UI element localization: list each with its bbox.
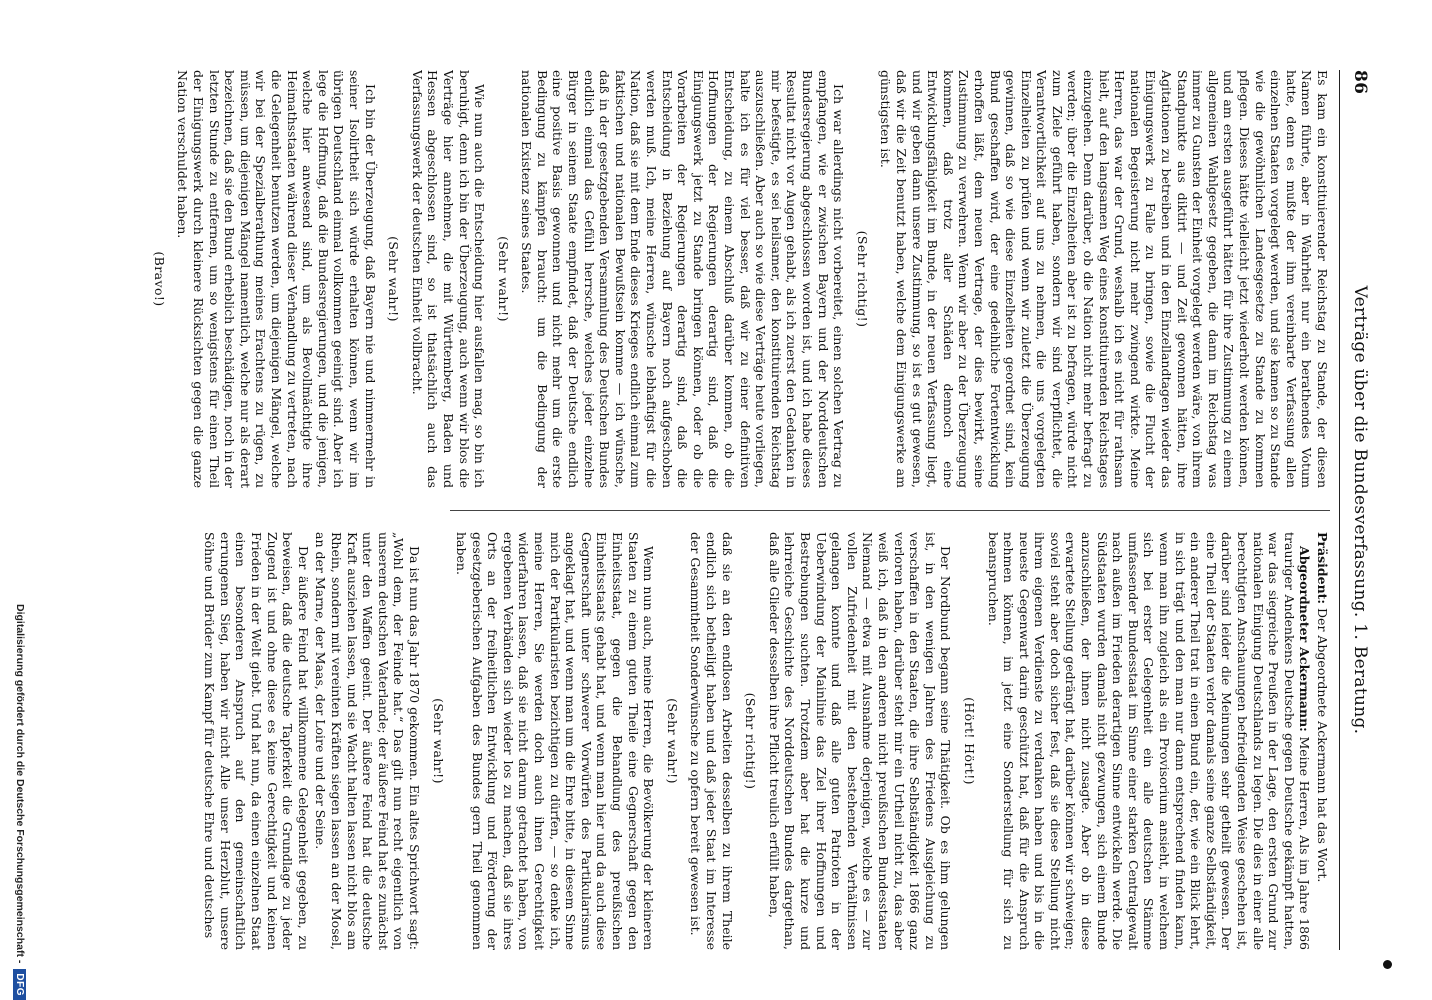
interjection [854,70,870,488]
paragraph-text: Meine Herren, Als im Jahre 1866 trauriger Andenkens Deutsche gegen Deutsche gekämpft hatten, war das siegreiche Preußen in der Lage, den ersten Grund zur nationalen Einigung Deutschlands zu legen. Die dies in einer alle berechtigten Anschauungen befriedigenden Weise geschehen ist, darüber sind leider die Meinungen sehr getheilt gewesen. Der eine Theil der Staaten verlor damals seine ganze Selbständigkeit, ein anderer Theil trat in einen Bund ein, der, wie ein Blick lehrt, in sich trägt und den man nur dann entsprechend finden kann, wenn man ihn zugleich als ein Provisorium ansieht, in welchem sich bei erster Gelegenheit ein alle deutschen Stämme umfassender Bundesstaat im Sinne einer starken Centralgewalt nach außen im Frieden derartigen Sinne entwickeln werde. Die Südstaaten wurden damals nicht gezwungen, sich einem Bunde anzuschließen, der ihnen nicht zusagte. Aber ob in diese erwartete Stellung gedrängt hat, darüber können wir schweigen; soviel steht aber doch sicher fest, daß sie diese Stellung nicht ihrem eigenen Verdienste zu verdanken haben und bis in die neueste Gegenwart darin geschützt hat, daß für die Anspruch nehmen können, im jetzt eine Sonderstellung für sich zu beanspruchen. [985,532,1313,950]
paragraph [688,532,735,950]
paragraph-text: Wie nun auch die Entscheidung hier ausfallen mag, so bin ich beruhigt, denn ich bin der Überzeugung, auch wenn wir blos die Verträge hier annehmen, die mit Württemberg, Baden und Hessen abgeschlossen sind, so ist thatsächlich auch das Verfassungswerk der deutschen Einheit vollbracht. [409,70,488,488]
interjection-text: (Sehr wahr!) [386,236,402,322]
paragraph-text: Der Abgeordnete Ackermann hat das Wort. [1315,608,1330,883]
paragraph [175,70,378,488]
interjection [151,70,167,488]
speaker-name: Präsident: [1315,532,1330,605]
running-title: Verträge über die Bundesverfassung. 1. Beratung. [1350,285,1370,735]
interjection-text: (Bravo!) [151,251,167,307]
running-header [1344,70,1370,950]
paragraph-text: Wenn nun auch, meine Herren, die Bevölkerung der kleineren Staaten zu einem guten Theile eine Gegnerschaft gegen den Einheitsstaat, gegen die Behandlung des preußischen Einheitsstaats gehabt hat, und wenn man hier und da auch diese Gegnerschaft unter schwerer Vorwürfen des Partikularismus angeklagt hat, und wenn man um die Ehre bitte, in diesem Sinne mich der Partikularisten bezichtigen zu dürfen, — so denke ich, meine Herren, Sie werden doch auch ihnen Gerechtigkeit widerfahren lassen, daß sie nicht darum getrachtet haben, von ergebenen Verbänden sich wieder los zu machen, daß sie ihres Orts an der freiheitlichen Entwicklung und Förderung der gesetzgeberischen Aufgaben des Bundes gern Theil genommen haben. [454,532,657,950]
paragraph [1314,532,1330,950]
interjection-text: (Sehr wahr!) [430,698,446,784]
interjection-text: (Sehr richtig!) [743,692,759,790]
paragraph-text: Der äußere Feind hat willkommene Gelegenheit gegeben, zu beweisen, daß die deutsche Tapferkeit die Grundlage zu jeder Zugend ist und ohne diese es keine Gerechtigkeit und keinen Frieden in der Welt giebt. Und hat nun, da einen einzelnen Staat einen besonderen Anspruch auf den gemeinschaftlich errungenen Sieg, haben wir nicht Alle unser Herzblut, unsere Söhne und Brüder zum Kampf für deutsche Ehre und deutsches [202,532,311,950]
header-rule [1339,70,1340,950]
paragraph-text: Der Nordbund begann seine Thätigkeit. Ob es ihm gelungen ist, in den wenigen Jahren des Friedens Ausgleichung zu verschaffen in den Staaten, die ihre Selbständigkeit 1866 ganz verloren haben, darüber steht mir ein Urtheil nicht zu, das aber weiß ich, daß in den anderen nicht preußischen Bundesstaaten Niemand — etwa mit Ausnahme derjenigen, welche es — zur vollen Zufriedenheit mit den bestehenden Verhältnissen gelangen konnte und daß alle guten Patrioten in der Ueberwindung der Mainlinie das Ziel ihrer Hoffnungen und Bestrebungen suchten. Trotzdem aber hat die kurze und lehrreiche Geschichte des Norddeutschen Bundes dargethan, daß alle Glieder desselben ihre Pflicht treulich erfüllt haben, [766,532,954,950]
interjection-text: (Sehr wahr!) [664,698,680,784]
paragraph [313,532,422,950]
paragraph-text: Es kam ein konstituierender Reichstag zu Stande, der diesen Namen führte, aber in Wahrheit nur ein berathendes Votum hatte, denn es mußte der ihm vereinbarte Verfassung allen einzelnen Staaten vorgelegt werden, und sie kamen so zu Stande wie die gewöhnlichen Landesgesetze zu Stande zu kommen pflegen. Dieses hätte vielleicht jetzt wiederholt werden können, und am ersten ausgeführt hätten für ihre Zustimmung zu einem allgemeinen Wahlgesetz gegeben, die dann im Reichstag was immer zu Gunsten der Einheit vorgelegt werden wäre, von ihrem Standpunkte aus diktirt — und Zeit gewonnen hätten, ihre Agitationen zu betreiben und in den Einzellandtagen wieder das Einigungswerk zu Falle zu bringen, sowie die Flucht der nationalen Begeisterung nicht mehr zwingend wirkte. Meine Herren, das war der Grund, weshalb ich es nicht für rathsam hielt, auf den langsamen Weg eines konstituirenden Reichstages einzugehen. Denn darüber, ob die Nation nicht mehr befragt zu werden; über die Einzelheiten aber ist zu befragen, würde nicht zum Ziele geführt haben, sondern wir sind verpflichtet, die Verantwortlichkeit auf uns zu nehmen, die uns vorgelegten Einzelheiten zu prüfen und wenn wir zuletzt die Überzeugung gewinnen, daß so wie diese Einzelheiten geordnet sind, kein Bund geschaffen wird, der eine gedeihliche Fortentwicklung erhoffen läßt, dem neuen Vertrage, der dies bewirkt, seine Zustimmung zu verwehren. Wenn wir aber zu der Überzeugung kommen, daß trotz aller Schäden dennoch eine Entwicklungsfähigkeit im Bunde, in der neuen Verfassung liegt, und wir geben dann unsere Zustimmung, so ist es gut gewesen, daß wir die Zeit benutzt haben, welche dem Einigungswerke am günstigsten ist. [878,70,1330,488]
paragraph [985,532,1312,950]
column-divider [450,510,1330,511]
dfg-logo: DFG [14,969,27,1000]
interjection [743,532,759,950]
paragraph-text: daß sie an den endlosen Arbeiten desselben zu ihrem Theile endlich sich betheiligt haben und daß jeder Staat im Interesse der Gesammtheit Sonderwünsche zu opfern bereit gewesen ist. [688,532,735,950]
paragraph [766,532,953,950]
speaker-name: Abgeordneter Ackermann: [1297,546,1313,732]
interjection-text: (Hört! Hört!) [961,697,977,785]
paragraph [878,70,1330,488]
paragraph [202,532,311,950]
paragraph-text: Ich war allerdings nicht vorbereitet, einen solchen Vertrag zu empfangen, wie er zwischen Bayern und der Norddeutschen Bundesregierung abgeschlossen worden ist, und ich habe dieses Resultat nicht vor Augen gehabt, als ich zuerst den Gedanken in mir befestigte, es sei heilsamer, den konstituirenden Reichstag auszuschließen. Aber auch so wie diese Verträge heute vorliegen, halte ich es für viel besser, daß wir zu einer definitiven Entscheidung, zu einem Abschluß darüber kommen, ob die Hoffnungen der Regierungen derartig sind, daß die Einigungswerk jetzt zu Stande bringen können, oder ob die Vorarbeiten der Regierungen derartig sind, daß die Entscheidung in Beziehung auf Bayern noch aufgeschoben werden muß. Ich, meine Herren, wünsche lebhaftigst für die Nation, daß sie mit dem Ende dieses Krieges endlich einmal zum faktischen und nationalen Bewußtsein komme — ich wünsche, daß in der gesetzgebenden Versammlung des Deutschen Bundes endlich einmal das Gefühl herrsche, welches jeder einzelne Bürger in seinem Staate empfindet, daß der Deutsche endlich eine positive Basis gewonnen und nicht mehr um die erste Bedingung zu kämpfen braucht: um die Bedingung der nationalen Existenz seines Staates. [519,70,847,488]
paragraph [454,532,657,950]
interjection [495,70,511,488]
page-number: 86 [1350,70,1370,95]
interjection-text: (Sehr wahr!) [495,236,511,322]
interjection [430,532,446,950]
interjection-text: (Sehr richtig!) [854,230,870,328]
paragraph [519,70,846,488]
dfg-credit-text: Digitalisierung gefördert durch die Deutsche Forschungsgemeinschaft - [14,604,26,964]
interjection [961,532,977,950]
paragraph-text: Da ist nun das Jahr 1870 gekommen. Ein altes Sprichwort sagt: „Wohl dem, der Feinde hat.“ Das gilt nun recht eigentlich von unserem deutschen Vaterlande; der äußere Feind hat es zunächst unter den Waffen geeint. Der äußere Feind hat die deutsche Kraft ausziehen lassen, und sie Wacht halten lassen nicht blos am Rhein, sondern mit vereinten Kräften siegen lassen an der Mosel, an der Marne, der Maas, der Loire und der Seine. [313,532,422,950]
interjection [664,532,680,950]
paragraph-text: Ich bin der Überzeugung, daß Bayern nie und nimmermehr in seiner Isolirtheit sich würde erhalten können, wenn wir im übrigen Deutschland einmal vollkommen geeinigt sind. Aber ich lege die Hoffnung, daß die Bundesregierungen, und die jenigen, welche hier anwesend sind, um als Bevollmächtigte ihre Heimathsstaaten während dieser Verhandlung zu vertreten, nach die Gelegenheit benutzen werden, um diejenigen Mängel, welche wir bei der Spezialberathung meines Erachtens zu rügen, zu müssen, um diejenigen Mängel namentlich, welche nur als derart bezeichnen, daß sie den Bund erheblich beschädigen, noch in der letzten Stunde zu entfernen, um so wenigstens für einen Theil der Einigungswerk durch kleinere Rücksichten gegen die ganze Nation verschuldet haben. [175,70,378,488]
dfg-footer [8,500,32,1000]
paragraph [409,70,487,488]
interjection [386,70,402,488]
scan-speck [1383,960,1392,969]
left-text-column [80,70,1330,488]
right-text-column [80,532,1330,950]
